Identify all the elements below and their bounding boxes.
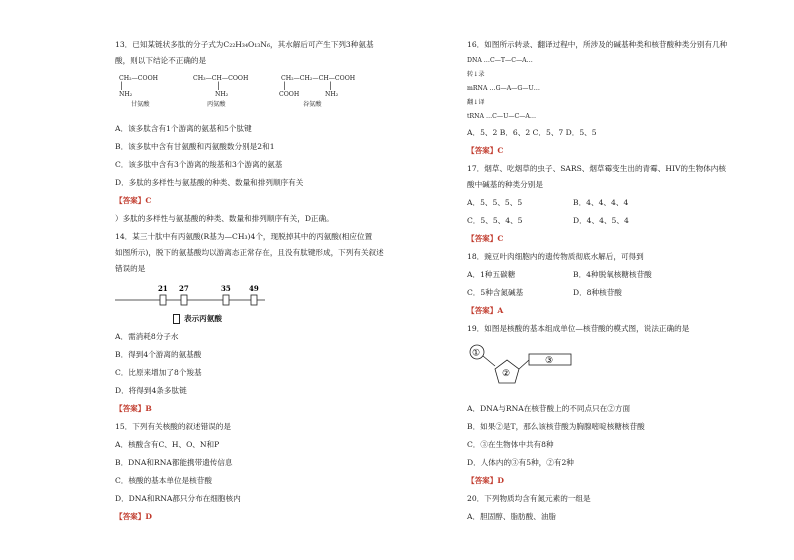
- q13-option-c: C．该多肽中含有3个游离的羧基和3个游离的氨基: [115, 160, 283, 169]
- q14-option-a: A．需消耗8分子水: [115, 332, 179, 341]
- q17-option-d: D．4、4、5、4: [573, 216, 629, 225]
- glycine-bond: |: [120, 81, 123, 90]
- label-49: 49: [249, 284, 259, 293]
- label-35: 35: [221, 284, 231, 293]
- q17-option-c: C．5、5、4、5: [467, 216, 523, 225]
- glutamate-top: CH₂—CH₂—CH—COOH: [281, 75, 356, 82]
- q19-option-b: B．如果②是T，那么该核苷酸为胸腺嘧啶核糖核苷酸: [467, 422, 645, 431]
- q16-dna: DNA …C—T—C—A…: [467, 57, 533, 64]
- alanine-bottom: NH₂: [215, 91, 229, 98]
- q17-stem-line2: 酸中碱基的种类分别是: [467, 180, 543, 189]
- q18-option-b: B．4种脱氧核糖核苷酸: [573, 270, 652, 279]
- q17-option-b: B．4、4、4、4: [573, 198, 629, 207]
- q16-answer: 【答案】C: [467, 146, 504, 155]
- q14-legend: [173, 314, 222, 324]
- q18-option-d: D．8种核苷酸: [573, 288, 622, 297]
- glutamate-name: 谷氨酸: [303, 101, 322, 108]
- q14-stem-line1: 14．某三十肽中有丙氨酸(R基为—CH₃)4个，现脱掉其中的丙氨酸(相应位置: [115, 232, 373, 241]
- q17-option-a: A．5、5、5、5: [467, 198, 523, 207]
- alanine-bond: |: [217, 81, 220, 90]
- q13-option-a: A．该多肽含有1个游离的氨基和5个肽键: [115, 124, 252, 133]
- alanine-top: CH₃—CH—COOH: [193, 75, 249, 82]
- q13-option-b: B．该多肽中含有甘氨酸和丙氨酸数分别是2和1: [115, 142, 275, 151]
- q16-mrna: mRNA …G—A—G—U…: [467, 85, 540, 92]
- q14-option-c: C．比原来增加了8个羧基: [115, 368, 202, 377]
- q19-option-d: D．人体内的③有5种，②有2种: [467, 458, 574, 467]
- legend-box-icon: [173, 314, 180, 324]
- q16-options: A．5、2 B．6、2 C．5、7 D．5、5: [467, 128, 597, 137]
- q18-stem: 18．豌豆叶肉细胞内的遗传物质彻底水解后，可得到: [467, 252, 644, 261]
- phosphate-label: ①: [472, 348, 481, 359]
- q16-translate: 翻↓译: [467, 99, 485, 106]
- alanine-box-21: [160, 295, 166, 305]
- q14-stem-line2: 如图所示)，脱下的氨基酸均以游离态正常存在，且没有肽键形成，下列有关叙述: [115, 248, 384, 257]
- q15-stem: 15．下列有关核酸的叙述错误的是: [115, 422, 231, 431]
- glutamate-bottom-right: NH₂: [325, 91, 339, 98]
- alanine-box-35: [223, 295, 229, 305]
- q18-answer: 【答案】A: [467, 306, 504, 315]
- q15-option-c: C．核酸的基本单位是核苷酸: [115, 476, 212, 485]
- alanine-box-49: [251, 295, 257, 305]
- q20-option-a: A．胆固醇、脂肪酸、油脂: [467, 512, 557, 521]
- q13-answer: 【答案】C: [115, 196, 152, 205]
- q17-answer: 【答案】C: [467, 234, 504, 243]
- sugar-label: ②: [502, 369, 511, 379]
- q17-stem-line1: 17．烟草、吃烟草的虫子、SARS、烟草霉变生出的青霉、HIV的生物体内核: [467, 164, 726, 173]
- q15-option-d: D．DNA和RNA都只分布在细胞核内: [115, 494, 241, 503]
- base-label: ③: [545, 356, 554, 366]
- q15-option-b: B．DNA和RNA都能携带遗传信息: [115, 458, 233, 467]
- glutamate-bottom-left: COOH: [279, 91, 300, 98]
- alanine-box-27: [181, 295, 187, 305]
- glutamate-bond-right: |: [329, 81, 332, 90]
- q19-option-a: A．DNA与RNA在核苷酸上的不同点只在②方面: [467, 404, 631, 413]
- q15-option-a: A．核酸含有C、H、O、N和P: [115, 440, 220, 449]
- q20-stem: 20．下列物质均含有氮元素的一组是: [467, 494, 591, 503]
- q16-trna: tRNA …C—U—C—A…: [467, 113, 537, 120]
- q14-stem-line3: 错误的是: [115, 264, 146, 273]
- q14-answer: 【答案】B: [115, 404, 152, 413]
- peptide-diagram: [115, 280, 275, 316]
- glutamate-bond-left: |: [283, 81, 286, 90]
- q16-transcribe: 转↓录: [467, 71, 485, 78]
- sugar-base-bond: [519, 360, 529, 369]
- glycine-bottom: NH₂: [119, 91, 133, 98]
- q15-answer: 【答案】D: [115, 512, 152, 521]
- q18-option-a: A．1种五碳糖: [467, 270, 516, 279]
- q19-stem: 19．如图是核酸的基本组成单位—核苷酸的模式图，说法正确的是: [467, 324, 690, 333]
- q16-stem: 16．如图所示转录、翻译过程中，所涉及的碱基种类和核苷酸种类分别有几种: [467, 40, 728, 49]
- q13-stem-line2: 酸，则以下结论不正确的是: [115, 56, 207, 65]
- glycine-name: 甘氨酸: [131, 101, 150, 108]
- q13-stem-line1: 13．已知某链状多肽的分子式为C₂₂H₃₄O₁₃N₆，其水解后可产生下列3种氨基: [115, 40, 374, 49]
- q19-answer: 【答案】D: [467, 476, 504, 485]
- glycine-top: CH₂—COOH: [119, 75, 159, 82]
- legend-text: 表示丙氨酸: [184, 314, 222, 323]
- q13-note: ）多肽的多样性与氨基酸的种类、数量和排列顺序有关，D正确。: [115, 214, 334, 223]
- alanine-name: 丙氨酸: [207, 101, 226, 108]
- label-21: 21: [158, 284, 168, 293]
- label-27: 27: [179, 284, 189, 293]
- nucleotide-diagram: [467, 342, 587, 390]
- q14-option-b: B．得到4个游离的氨基酸: [115, 350, 202, 359]
- q18-option-c: C．5种含氮碱基: [467, 288, 524, 297]
- q13-option-d: D．多肽的多样性与氨基酸的种类、数量和排列顺序有关: [115, 178, 304, 187]
- q14-option-d: D．将得到4条多肽链: [115, 386, 187, 395]
- q19-option-c: C．③在生物体中共有8种: [467, 440, 554, 449]
- phosphate-sugar-bond: [483, 356, 495, 366]
